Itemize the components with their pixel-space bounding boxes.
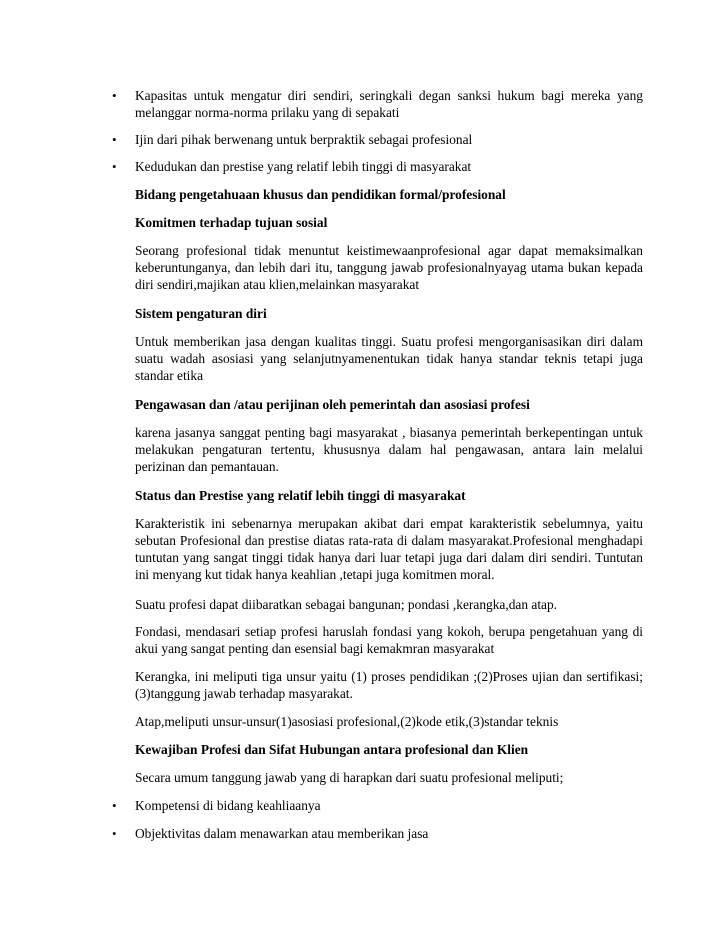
section-heading: Sistem pengaturan diri [135, 306, 267, 321]
bullet-marker: • [112, 88, 117, 103]
paragraph: Seorang profesional tidak menuntut keistimewaanprofesional agar dapat memaksimalkan keberuntunganya, dan lebih dari itu, tanggung jawab profesionalnyayag utama bukan kepada diri sendiri,majikan atau klien,melainkan masyarakat [135, 243, 643, 292]
bullet-marker: • [112, 798, 117, 813]
paragraph: Karakteristik ini sebenarnya merupakan akibat dari empat karakteristik sebelumnya, yaitu sebutan Profesional dan prestise diatas rata-rata di dalam masyarakat.Profesional menghadapi tuntutan yang sangat tinggi tidak hanya dari luar tetapi juga dari dalam diri sendiri. Tuntutan ini menyang kut tidak hanya keahlian ,tetapi juga komitmen moral. [135, 516, 643, 582]
paragraph: Secara umum tanggung jawab yang di harapkan dari suatu profesional meliputi; [135, 770, 564, 785]
paragraph: Fondasi, mendasari setiap profesi haruslah fondasi yang kokoh, berupa pengetahuan yang di akui yang sangat penting dan esensial bagi kemakmran masyarakat [135, 624, 643, 656]
bullet-item: Kompetensi di bidang keahliaanya [135, 798, 321, 813]
bullet-marker: • [112, 132, 117, 147]
bullet-item: Kapasitas untuk mengatur diri sendiri, seringkali degan sanksi hukum bagi mereka yang melanggar norma-norma prilaku yang di sepakati [135, 88, 643, 120]
paragraph: Suatu profesi dapat diibaratkan sebagai bangunan; pondasi ,kerangka,dan atap. [135, 597, 558, 612]
section-heading: Status dan Prestise yang relatif lebih tinggi di masyarakat [135, 488, 466, 503]
paragraph: karena jasanya sanggat penting bagi masyarakat , biasanya pemerintah berkepentingan untuk melakukan pengaturan tertentu, khususnya dalam hal pengawasan, antara lain melalui perizinan dan pemantauan. [135, 425, 643, 474]
section-heading: Komitmen terhadap tujuan sosial [135, 215, 328, 230]
bullet-item: Kedudukan dan prestise yang relatif lebih tinggi di masyarakat [135, 159, 472, 174]
paragraph: Kerangka, ini meliputi tiga unsur yaitu (1) proses pendidikan ;(2)Proses ujian dan sertifikasi;(3)tanggung jawab terhadap masyarakat. [135, 669, 643, 701]
paragraph: Untuk memberikan jasa dengan kualitas tinggi. Suatu profesi mengorganisasikan diri dalam suatu wadah asosiasi yang selanjutnyamenentukan tidak hanya standar teknis tetapi juga standar etika [135, 334, 643, 383]
section-heading: Pengawasan dan /atau perijinan oleh pemerintah dan asosiasi profesi [135, 397, 530, 412]
bullet-item: Ijin dari pihak berwenang untuk berpraktik sebagai profesional [135, 132, 473, 147]
section-heading: Bidang pengetahuaan khusus dan pendidikan formal/profesional [135, 187, 506, 202]
bullet-item: Objektivitas dalam menawarkan atau memberikan jasa [135, 826, 429, 841]
bullet-marker: • [112, 826, 117, 841]
bullet-marker: • [112, 159, 117, 174]
paragraph: Atap,meliputi unsur-unsur(1)asosiasi profesional,(2)kode etik,(3)standar teknis [135, 714, 559, 729]
section-heading: Kewajiban Profesi dan Sifat Hubungan antara profesional dan Klien [135, 742, 529, 757]
